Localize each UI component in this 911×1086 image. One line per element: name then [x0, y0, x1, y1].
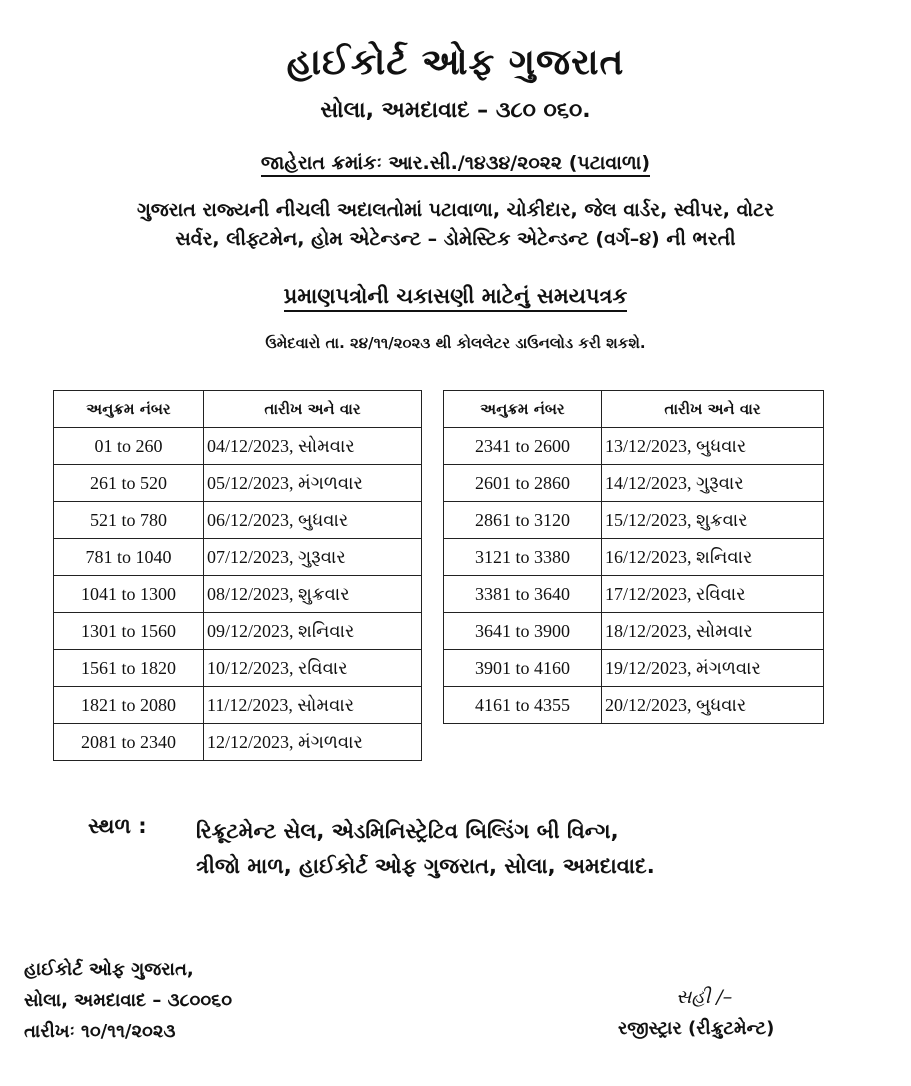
place-label: સ્થળ :	[88, 814, 147, 838]
date-day-cell: 12/12/2023, મંગળવાર	[204, 724, 422, 761]
roll-range-cell: 2081 to 2340	[54, 724, 204, 761]
roll-range-cell: 1821 to 2080	[54, 687, 204, 724]
table-row	[444, 539, 824, 576]
table-row	[444, 687, 824, 724]
place-line-2: ત્રીજો માળ, હાઈકોર્ટ ઓફ ગુજરાત, સોલા, અમદાવાદ.	[196, 854, 655, 878]
date-day-cell: 19/12/2023, મંગળવાર	[602, 650, 824, 687]
column-header-roll: અનુક્રમ નંબર	[54, 391, 204, 428]
advertisement-text: જાહેરાત ક્રમાંકઃ આર.સી./૧૪૩૪/૨૦૨૨ (પટાવાળા)	[261, 152, 650, 177]
recruitment-line-2: સર્વર, લીફ્ટમેન, હોમ એટેન્ડન્ટ – ડોમેસ્ટિક એટેન્ડન્ટ (વર્ગ–૪) ની ભરતી	[175, 228, 736, 250]
date-day-cell: 15/12/2023, શુક્રવાર	[602, 502, 824, 539]
schedule-heading	[0, 284, 911, 309]
schedule-title: પ્રમાણપત્રોની ચકાસણી માટેનું સમયપત્રક	[284, 284, 628, 312]
table-row	[444, 428, 824, 465]
court-address: સોલા, અમદાવાદ – ૩૮૦ ૦૬૦.	[320, 98, 591, 123]
date-day-cell: 08/12/2023, શુક્રવાર	[204, 576, 422, 613]
date-day-cell: 20/12/2023, બુધવાર	[602, 687, 824, 724]
schedule-table-right	[443, 390, 824, 724]
roll-range-cell: 4161 to 4355	[444, 687, 602, 724]
table-row	[444, 465, 824, 502]
date-day-cell: 04/12/2023, સોમવાર	[204, 428, 422, 465]
column-header-date: તારીખ અને વાર	[602, 391, 824, 428]
table-row	[54, 576, 422, 613]
roll-range-cell: 781 to 1040	[54, 539, 204, 576]
table-row	[54, 428, 422, 465]
roll-range-cell: 3121 to 3380	[444, 539, 602, 576]
roll-range-cell: 2861 to 3120	[444, 502, 602, 539]
table-row	[54, 539, 422, 576]
date-day-cell: 16/12/2023, શનિવાર	[602, 539, 824, 576]
place-address	[196, 814, 655, 884]
roll-range-cell: 2601 to 2860	[444, 465, 602, 502]
table-row	[54, 724, 422, 761]
date-day-cell: 13/12/2023, બુધવાર	[602, 428, 824, 465]
date-day-cell: 05/12/2023, મંગળવાર	[204, 465, 422, 502]
table-row	[444, 650, 824, 687]
column-header-date: તારીખ અને વાર	[204, 391, 422, 428]
page-title: હાઈકોર્ટ ઓફ ગુજરાત	[286, 42, 625, 83]
footer-date: તારીખઃ ૧૦/૧૧/૨૦૨૩	[24, 1021, 176, 1042]
table-header-row	[444, 391, 824, 428]
schedule-table-left	[53, 390, 422, 761]
roll-range-cell: 2341 to 2600	[444, 428, 602, 465]
date-day-cell: 18/12/2023, સોમવાર	[602, 613, 824, 650]
table-row	[54, 650, 422, 687]
column-header-roll: અનુક્રમ નંબર	[444, 391, 602, 428]
table-row	[54, 687, 422, 724]
date-day-cell: 11/12/2023, સોમવાર	[204, 687, 422, 724]
registrar-title: રજીસ્ટ્રાર (રીક્રુટમેન્ટ)	[618, 1018, 775, 1039]
recruitment-description	[0, 196, 911, 254]
table-row	[444, 613, 824, 650]
date-day-cell: 09/12/2023, શનિવાર	[204, 613, 422, 650]
download-note: ઉમેદવારો તા. ૨૪/૧૧/૨૦૨૩ થી કોલલેટર ડાઉનલોડ કરી શકશે.	[265, 334, 646, 352]
roll-range-cell: 521 to 780	[54, 502, 204, 539]
date-day-cell: 17/12/2023, રવિવાર	[602, 576, 824, 613]
date-day-cell: 07/12/2023, ગુરૂવાર	[204, 539, 422, 576]
roll-range-cell: 1041 to 1300	[54, 576, 204, 613]
roll-range-cell: 3381 to 3640	[444, 576, 602, 613]
table-row	[444, 576, 824, 613]
roll-range-cell: 261 to 520	[54, 465, 204, 502]
date-day-cell: 10/12/2023, રવિવાર	[204, 650, 422, 687]
roll-range-cell: 3641 to 3900	[444, 613, 602, 650]
table-row	[54, 502, 422, 539]
footer-issuer	[24, 954, 232, 1047]
recruitment-line-1: ગુજરાત રાજ્યની નીચલી અદાલતોમાં પટાવાળા, ચોકીદાર, જેલ વાર્ડર, સ્વીપર, વોટર	[136, 199, 775, 221]
footer-org: હાઈકોર્ટ ઓફ ગુજરાત,	[24, 959, 194, 980]
signature-mark: સહી /–	[676, 986, 733, 1008]
place-line-1: રિક્રૂટમેન્ટ સેલ, એડમિનિસ્ટ્રેટિવ બિલ્ડિંગ બી વિન્ગ,	[196, 819, 619, 843]
table-header-row	[54, 391, 422, 428]
table-row	[54, 613, 422, 650]
date-day-cell: 06/12/2023, બુધવાર	[204, 502, 422, 539]
date-day-cell: 14/12/2023, ગુરૂવાર	[602, 465, 824, 502]
roll-range-cell: 01 to 260	[54, 428, 204, 465]
roll-range-cell: 3901 to 4160	[444, 650, 602, 687]
roll-range-cell: 1561 to 1820	[54, 650, 204, 687]
table-row	[54, 465, 422, 502]
footer-address: સોલા, અમદાવાદ – ૩૮૦૦૬૦	[24, 990, 233, 1011]
table-row	[444, 502, 824, 539]
roll-range-cell: 1301 to 1560	[54, 613, 204, 650]
advertisement-number	[0, 152, 911, 174]
